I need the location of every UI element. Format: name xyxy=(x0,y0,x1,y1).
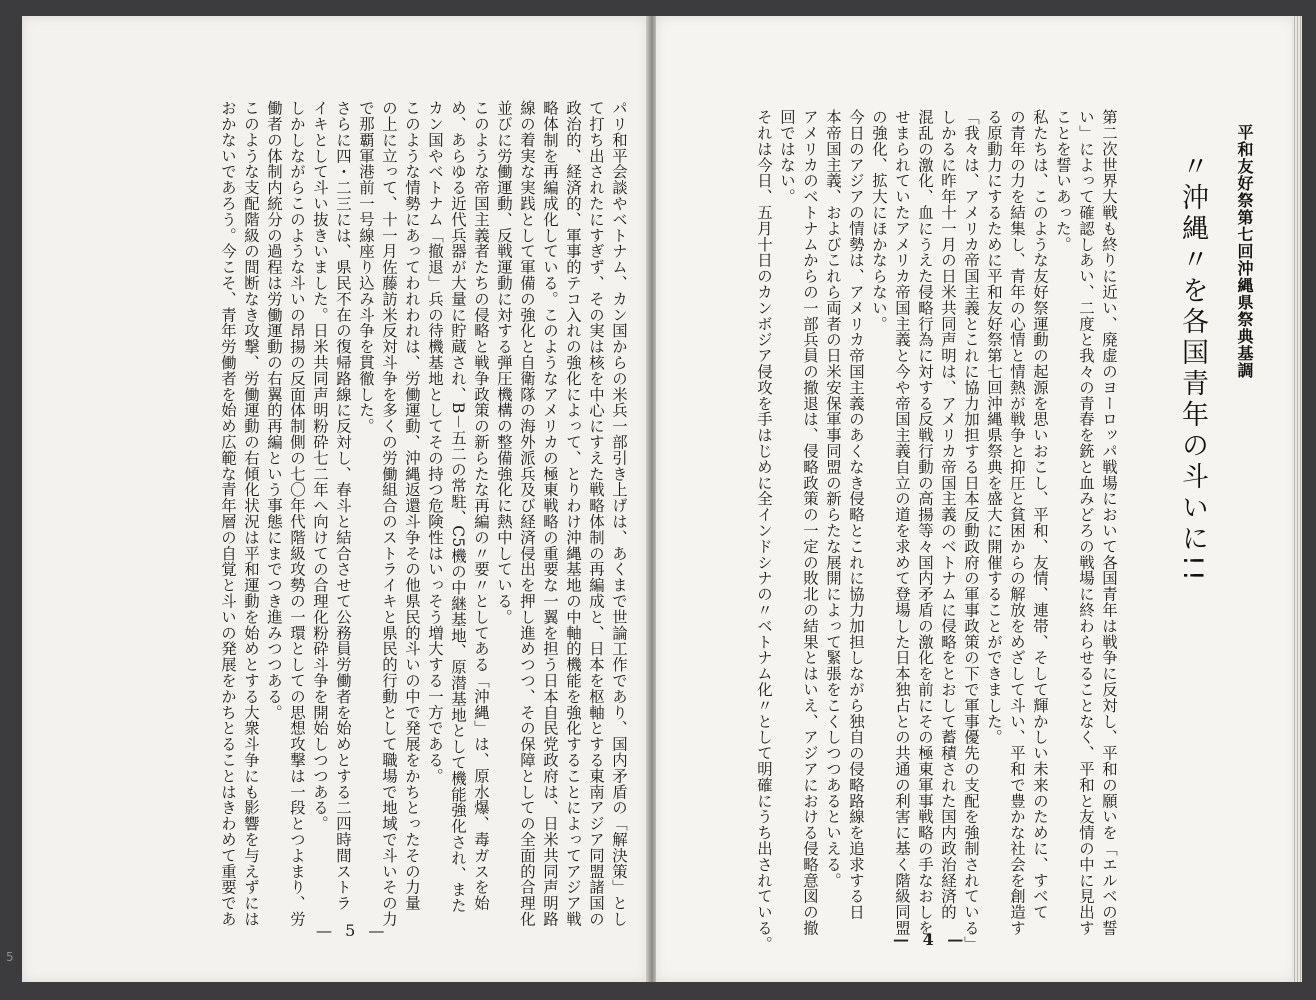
text-line: 回ではない。 xyxy=(778,109,796,205)
text-line: 並びに労働運動、反戦運動に対する弾圧機構の整備強化に熱中している。 xyxy=(495,100,513,625)
text-line: の上に立って、十一月佐藤訪米反対斗争を多くの労働組合のストライキと県民的行動として職場で地域で斗いその力 xyxy=(380,100,398,927)
text-line: 「我々は、アメリカ帝国主義とこれに協力加担する日本反動政府の軍事政策の下で軍事優先の支配を強制されている」 xyxy=(962,109,980,952)
text-line: 働者の体制内統分の過程は労働運動の右翼的再編という事態にまでつき進みつつある。 xyxy=(265,100,283,721)
text-line: しかるに昨年十一月の日米共同声明は、アメリカ帝国主義のベトナムに侵略をとおして蓄積された国内政治経済的 xyxy=(939,109,957,920)
text-line: て打ち出されたにすぎず、その実は核を中心にすえた戦略体制の再編成と、日本を枢軸とする東南アジア同盟諸国の xyxy=(587,100,605,927)
text-line: しかしながらこのような斗いの昂揚の反面体制側の七〇年代階級攻勢の一環としての思想攻撃は一段とつよまり、労 xyxy=(288,100,306,927)
page-number: — 4 — xyxy=(893,930,968,949)
left-page xyxy=(22,16,648,982)
text-line: 混乱の激化、血にうえた侵略行為に対する反戦行動の高揚等々国内矛盾の激化を前にその極東軍事戦略の手なおしを xyxy=(916,109,934,936)
text-line: い」によって確認しあい、二度と我々の青春を銃と血みどろの戦場に終わらせることなく、平和と友情の中に見出す xyxy=(1077,109,1095,936)
text-line: それは今日、五月十日のカンボジア侵攻を手はじめに全インドシナの〃ベトナム化〃として明確にうち出されている。 xyxy=(755,109,773,952)
text-line: る原動力にするために平和友好祭第七回沖縄県祭典を盛大に開催することができました。 xyxy=(985,109,1003,745)
text-line: せまられていたアメリカ帝国主義と今や帝国主義自立の道を求めて登場した日本独占との共通の利害に基く階級同盟 xyxy=(893,109,911,936)
text-line: このような支配階級の間断なき攻撃、労働運動の右傾化状況は平和運動を始めとする大衆斗争にも影響を与えずには xyxy=(242,100,260,927)
text-line: 政治的、経済的、軍事的テコ入れの強化によって、とりわけ沖縄基地の中軸的機能を強化することによってアジア戦 xyxy=(564,100,582,927)
text-line: おかないであろう。今こそ、青年労働者を始め広範な青年層の自覚と斗いの発展をかちとることはきわめて重要であ xyxy=(219,100,237,927)
text-line: 第二次世界大戦も終りに近い、廃虚のヨーロッパ戦場において各国青年は戦争に反対し、平和の願いを「エルベの誓 xyxy=(1100,109,1118,936)
text-line: ことを誓いあった。 xyxy=(1054,109,1072,253)
text-line: 私たちは、このような友好祭運動の起源を思いおこし、平和、友情、連帯、そして輝かしい未来のために、すべて xyxy=(1031,109,1049,920)
text-line: 略体制を再編成化している。このようなアメリカの極東戦略の重要な一翼を担う日本自民党政府は、日米共同声明路 xyxy=(541,100,559,927)
text-line: イキとして斗い抜きいました。日米共同声明粉砕七二年へ向けての合理化粉砕斗争を開始しつつある。 xyxy=(311,100,329,832)
text-line: 本帝国主義、およびこれら両者の日米安保軍事同盟の新らたな展開によって緊張をこくしつつあるといえる。 xyxy=(824,109,842,889)
margin-note: 5 xyxy=(6,950,14,964)
text-line: さらに四・二三には、県民不在の復帰路線に反対し、春斗と結合させて公務員労働者を始めとする二四時間ストラ xyxy=(334,100,352,911)
page-edge-stack xyxy=(1292,16,1302,982)
page-number: — 5 — xyxy=(316,921,389,940)
text-line: このような情勢にあってわれわれは、労働運動、沖縄返還斗争その他県民的斗いの中で発展をかちとったその力量 xyxy=(403,100,421,911)
text-line: アメリカのベトナムからの一部兵員の撤退は、侵略政策の一定の敗北の結果とはいえ、アジアにおける侵略意図の撤 xyxy=(801,109,819,936)
text-line: このような帝国主義者たちの侵略と戦争政策の新らたな再編の〃要〃としてある「沖縄」は、原水爆、毒ガスを始 xyxy=(472,100,490,911)
right-page xyxy=(656,16,1296,982)
text-line: 線の着実な実践として軍備の強化と自衛隊の海外派兵及び経済侵出を押し進めつつ、その保障としての全面的合理化 xyxy=(518,100,536,927)
text-line: で那覇軍港前一号線座り込み斗争を貫徹した。 xyxy=(357,100,375,434)
section-subtitle: 平和友好祭第七回沖縄県祭典基調 xyxy=(1235,124,1254,379)
section-title: 〃沖縄〃を各国青年の斗いに!! xyxy=(1177,152,1208,585)
text-line: 今日のアジアの情勢は、アメリカ帝国主義のあくなき侵略とこれに協力加担しながら独自の侵略路線を追求する日 xyxy=(847,109,865,920)
text-line: パリ和平会談やベトナム、カン国からの米兵一部引き上げは、あくまで世論工作であり、国内矛盾の「解決策」とし xyxy=(610,100,628,927)
left-page-body xyxy=(216,100,630,927)
text-line: カン国やベトナム「撤退」兵の待機基地としてその持つ危険性はいっそう増大する一方である。 xyxy=(426,100,444,784)
text-line: の強化、拡大にほかならない。 xyxy=(870,109,888,332)
text-line: の青年の力を結集し、青年の心情と情熱が戦争と抑圧と貧困からの解放をめざして斗い、平和で豊かな社会を創造す xyxy=(1008,109,1026,936)
text-line: め、あらゆる近代兵器が大量に貯蔵され、B－五二の常駐、C5機の中継基地、原潜基地として機能強化され、また xyxy=(449,100,467,914)
right-page-body xyxy=(752,109,1120,952)
